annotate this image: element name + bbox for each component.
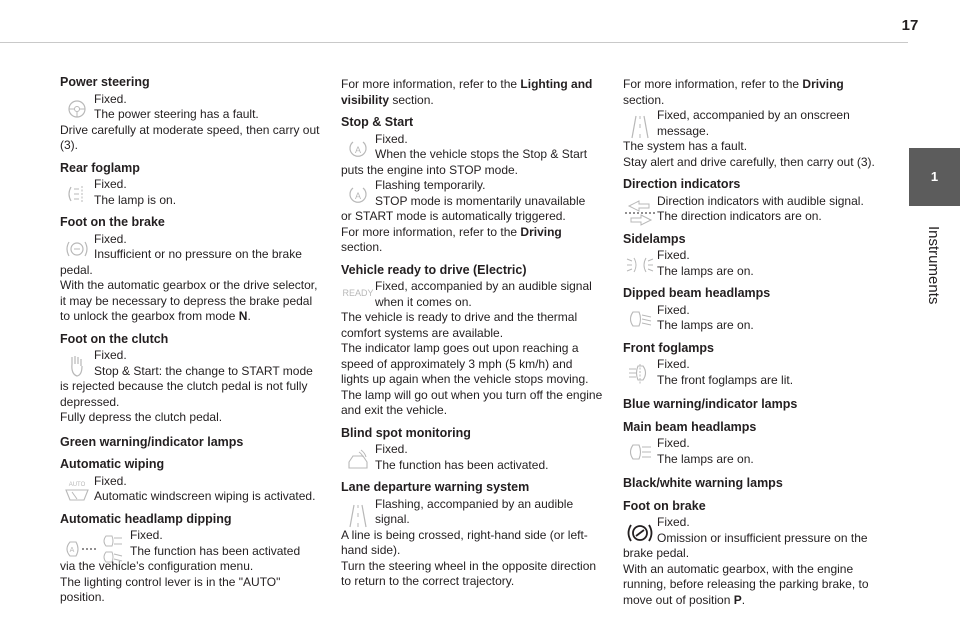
auto-wiper-icon [60,474,94,504]
header-rule [0,42,908,43]
foot-clutch-note: is rejected because the clutch pedal is not fully depressed. [60,379,308,409]
front-foglamp-icon [623,357,657,387]
stop-start-note: puts the engine into STOP mode. [341,162,519,177]
lane-departure-heading: Lane departure warning system [341,480,530,494]
foot-on-brake-note-2: With an automatic gearbox, with the engine running, before releasing the parking brake, to move out of position P. [623,561,869,607]
svg-text:AUTO: AUTO [68,481,86,488]
auto-dipping-state: Fixed. [130,528,163,542]
main-beam-state: Fixed. [657,436,690,450]
rear-foglamp-detail: The lamp is on. [94,192,177,207]
foot-brake-detail: Insufficient or no pressure on the brake [94,247,302,261]
ready-note-3: The lamp will go out when you turn off the engine and exit the vehicle. [341,387,603,417]
sidelamps-state: Fixed. [657,248,690,262]
foot-brake-note: pedal. [60,262,93,277]
blind-spot-entry [341,442,603,473]
direction-detail: The direction indicators are on. [657,209,822,223]
ready-heading: Vehicle ready to drive (Electric) [341,262,527,277]
direction-heading: Direction indicators [623,177,741,191]
stop-start-entry [341,132,603,179]
power-steering-detail: The power steering has a fault. [94,107,259,121]
dipped-entry [623,303,885,334]
sidelamps-heading: Sidelamps [623,231,686,246]
stop-start-note-2: or START mode is automatically triggered. [341,209,566,223]
stop-start-heading: Stop & Start [341,115,414,129]
auto-dipping-detail: The function has been activated [130,543,301,558]
blue-lamps-heading: Blue warning/indicator lamps [623,397,798,411]
lane-departure-state: Flashing, accompanied by an audible signal. [375,496,574,526]
power-steering-entry [60,92,322,154]
auto-headlamp-dipping-icon [60,528,130,558]
lane-fault-entry [623,108,885,170]
foot-brake-heading: Foot on the brake [60,215,165,229]
main-beam-heading: Main beam headlamps [623,419,757,434]
rear-foglamp-state: Fixed. [94,177,127,191]
auto-wiping-state: Fixed. [94,473,127,488]
auto-wiping-entry [60,474,322,505]
stop-start-state-2: Flashing temporarily. [375,178,486,192]
main-beam-entry [623,436,885,467]
lighting-reference: For more information, refer to the Lighting and visibility section. [341,77,593,107]
auto-wiping-heading: Automatic wiping [60,457,165,471]
foot-brake-state: Fixed. [94,231,127,246]
front-fog-entry [623,357,885,388]
stop-start-flashing-entry [341,178,603,256]
page-number: 17 [901,17,919,34]
ready-icon [341,279,375,309]
driving-reference: For more information, refer to the Driving section. [341,224,562,254]
brake-pedal-icon [60,232,94,262]
foot-clutch-icon [60,348,94,378]
front-fog-state: Fixed. [657,357,690,371]
foot-clutch-note-2: Fully depress the clutch pedal. [60,410,223,424]
bw-lamps-heading: Black/white warning lamps [623,476,783,490]
ready-state: Fixed, accompanied by an audible signal when it comes on. [375,279,592,309]
dipped-state: Fixed. [657,302,690,317]
rear-foglamp-heading: Rear foglamp [60,160,140,175]
stop-start-detail: When the vehicle stops the Stop & Start [375,147,588,161]
lane-departure-entry [341,497,603,590]
ready-note-2: The indicator lamp goes out upon reaching a speed of approximately 3 mph (5 km/h) and lights up again when the vehicle stops moving. [341,341,589,386]
lane-departure-note-2: Turn the steering wheel in the opposite direction to return to the correct trajectory. [341,558,597,588]
foot-on-brake-detail: Omission or insufficient pressure on the [657,530,868,545]
lane-fault-note-2: Stay alert and drive carefully, then carry out (3). [623,154,875,169]
rear-foglamp-icon [60,177,94,207]
power-steering-note: Drive carefully at moderate speed, then carry out (3). [60,122,320,152]
auto-wiping-detail: Automatic windscreen wiping is activated. [94,489,316,503]
foot-on-brake-entry [623,515,885,608]
ready-entry [341,279,603,419]
lane-fault-note: The system has a fault. [623,139,748,153]
svg-text:A: A [354,144,362,155]
column-2 [341,75,603,590]
lane-fault-icon [623,108,657,138]
chapter-tab[interactable]: 1 [909,148,960,206]
green-lamps-heading: Green warning/indicator lamps [60,434,244,449]
stop-start-state: Fixed. [375,131,408,146]
driving-section-reference: For more information, refer to the Driving section. [623,77,844,107]
power-steering-state: Fixed. [94,91,127,106]
chapter-label: Instruments [924,225,942,305]
sidelamps-entry [623,248,885,279]
foot-brake-entry [60,232,322,325]
power-steering-heading: Power steering [60,75,150,89]
stop-start-flashing-icon [341,178,375,208]
steering-wheel-icon [60,92,94,122]
auto-dipping-entry [60,528,322,606]
front-fog-detail: The front foglamps are lit. [657,372,794,387]
direction-entry [623,194,885,225]
sidelamps-detail: The lamps are on. [657,263,754,278]
foot-on-brake-note: brake pedal. [623,546,690,560]
foot-clutch-entry [60,348,322,426]
lane-fault-state: Fixed, accompanied by an onscreen message. [657,108,850,138]
column-3 [623,75,885,608]
blind-spot-heading: Blind spot monitoring [341,425,471,440]
stop-start-icon [341,132,375,162]
brake-pedal-black-icon [623,515,657,545]
ready-note: The vehicle is ready to drive and the thermal comfort systems are available. [341,310,578,340]
lane-departure-icon [341,497,375,527]
dipped-detail: The lamps are on. [657,318,754,332]
direction-state: Direction indicators with audible signal. [657,193,864,208]
front-fog-heading: Front foglamps [623,340,714,355]
foot-clutch-state: Fixed. [94,348,127,362]
main-beam-icon [623,436,657,466]
lane-departure-note: A line is being crossed, right-hand side (or left-hand side). [341,527,588,557]
foot-clutch-detail: Stop & Start: the change to START mode [94,363,313,378]
main-beam-detail: The lamps are on. [657,451,754,466]
auto-dipping-note: via the vehicle’s configuration menu. [60,559,254,573]
auto-dipping-heading: Automatic headlamp dipping [60,511,232,526]
svg-text:A: A [354,191,362,201]
blind-spot-state: Fixed. [375,442,408,456]
dipped-beam-icon [623,303,657,333]
blind-spot-icon [341,442,375,472]
blind-spot-detail: The function has been activated. [375,457,549,472]
svg-text:A: A [69,547,75,554]
dipped-heading: Dipped beam headlamps [623,286,771,300]
auto-dipping-note-2: The lighting control lever is in the "AUTO" position. [60,574,281,604]
foot-on-brake-heading: Foot on brake [623,498,706,513]
foot-brake-note-2: With the automatic gearbox or the drive selector, it may be necessary to depress the brake pedal to unlock the gearbox from mode N. [60,278,318,323]
rear-foglamp-entry [60,177,322,208]
stop-start-detail-2: STOP mode is momentarily unavailable [375,193,586,208]
foot-on-brake-state: Fixed. [657,515,690,529]
direction-arrows-icon [623,194,657,224]
foot-clutch-heading: Foot on the clutch [60,331,169,346]
column-1 [60,75,322,606]
sidelamps-icon [623,248,657,278]
svg-text:READY: READY [342,288,374,298]
